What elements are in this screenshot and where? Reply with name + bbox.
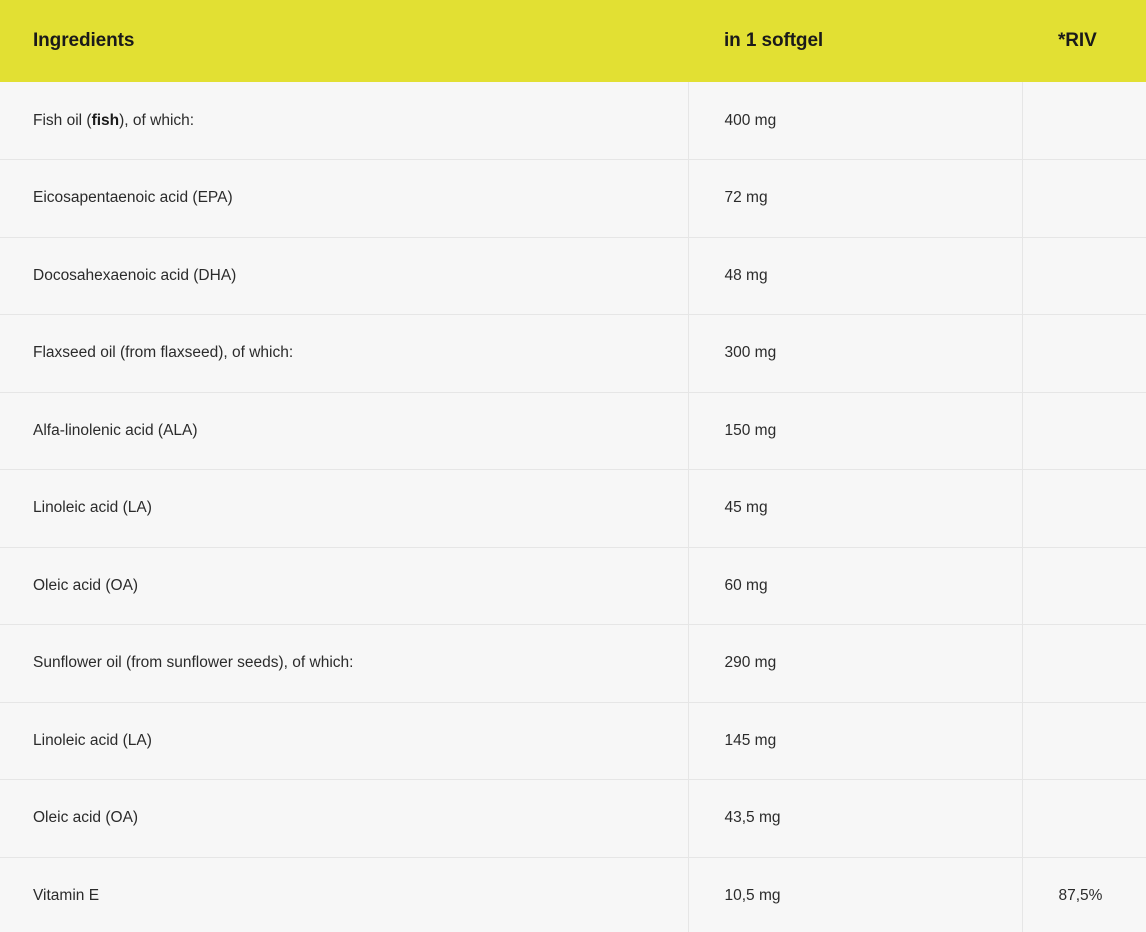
table-body [0,82,1146,932]
cell-nrv-percent [1022,780,1146,858]
table-row [0,857,1146,932]
cell-ingredient-name: Docosahexaenoic acid (DHA) [0,237,688,315]
table-row [0,82,1146,160]
table-row [0,547,1146,625]
table-row [0,160,1146,238]
cell-amount-per-softgel: 72 mg [688,160,1022,238]
cell-ingredient-name: Eicosapentaenoic acid (EPA) [0,160,688,238]
table-row [0,315,1146,393]
cell-ingredient-name: Flaxseed oil (from flaxseed), of which: [0,315,688,393]
cell-amount-per-softgel: 10,5 mg [688,857,1022,932]
cell-ingredient-name: Linoleic acid (LA) [0,470,688,548]
table-header-row [0,0,1146,82]
cell-amount-per-softgel: 43,5 mg [688,780,1022,858]
cell-amount-per-softgel: 145 mg [688,702,1022,780]
table-header [0,0,1146,82]
table-row [0,625,1146,703]
table-row [0,780,1146,858]
cell-nrv-percent [1022,237,1146,315]
cell-amount-per-softgel: 45 mg [688,470,1022,548]
cell-ingredient-name: Vitamin E [0,857,688,932]
cell-nrv-percent: 87,5% [1022,857,1146,932]
cell-nrv-percent [1022,625,1146,703]
cell-amount-per-softgel: 60 mg [688,547,1022,625]
cell-ingredient-name: Alfa-linolenic acid (ALA) [0,392,688,470]
cell-ingredient-name: Fish oil (fish), of which: [0,82,688,160]
table-row [0,392,1146,470]
table-row [0,702,1146,780]
cell-nrv-percent [1022,547,1146,625]
cell-nrv-percent [1022,702,1146,780]
cell-amount-per-softgel: 290 mg [688,625,1022,703]
cell-nrv-percent [1022,315,1146,393]
column-header-nrv: *RIV [1022,0,1146,82]
cell-amount-per-softgel: 48 mg [688,237,1022,315]
cell-ingredient-name: Linoleic acid (LA) [0,702,688,780]
table-row [0,470,1146,548]
cell-nrv-percent [1022,470,1146,548]
cell-amount-per-softgel: 400 mg [688,82,1022,160]
cell-amount-per-softgel: 300 mg [688,315,1022,393]
cell-ingredient-name: Oleic acid (OA) [0,780,688,858]
cell-nrv-percent [1022,160,1146,238]
cell-nrv-percent [1022,392,1146,470]
column-header-amount: in 1 softgel [688,0,1022,82]
cell-ingredient-name: Oleic acid (OA) [0,547,688,625]
table-row [0,237,1146,315]
column-header-ingredients: Ingredients [0,0,688,82]
cell-amount-per-softgel: 150 mg [688,392,1022,470]
cell-nrv-percent [1022,82,1146,160]
cell-ingredient-name: Sunflower oil (from sunflower seeds), of which: [0,625,688,703]
